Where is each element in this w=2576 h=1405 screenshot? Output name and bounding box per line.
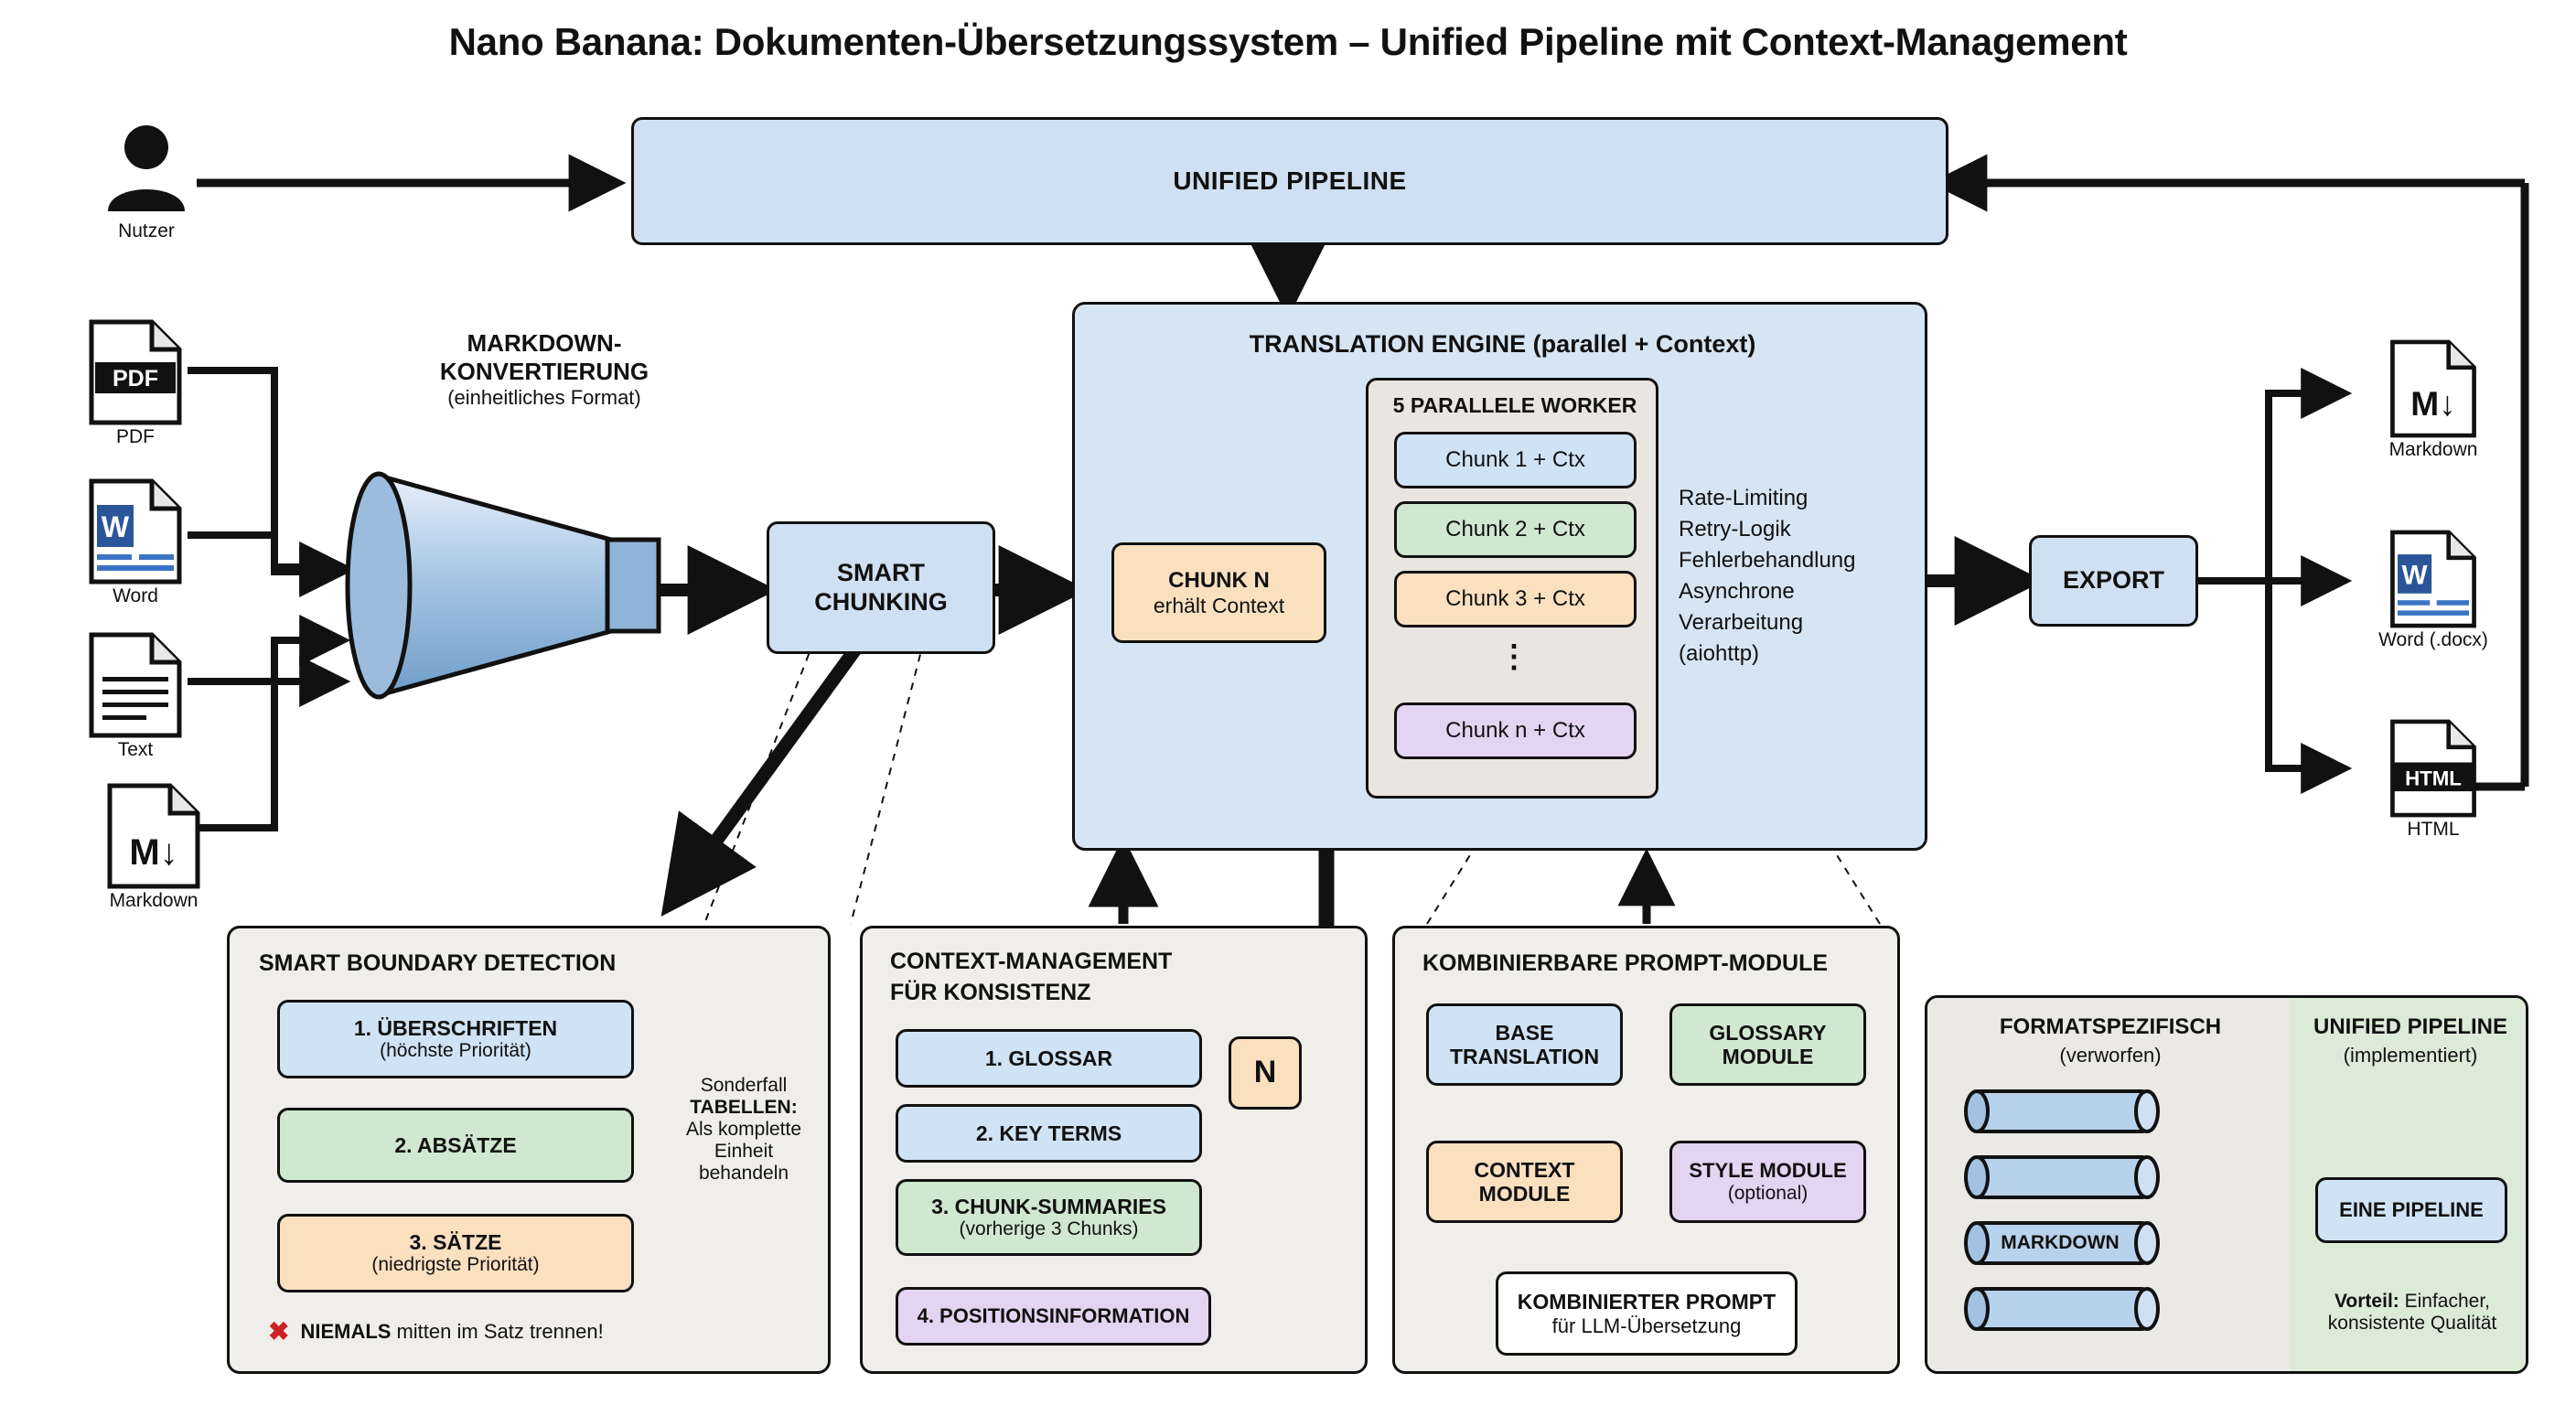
context-panel-title-line2: FÜR KONSISTENZ xyxy=(890,980,1091,1005)
module-line2: (optional) xyxy=(1727,1182,1809,1204)
prompt-modules-panel xyxy=(1392,926,1900,1374)
translation-engine-title: TRANSLATION ENGINE (parallel + Context) xyxy=(1249,330,1756,358)
input-file-label: PDF xyxy=(116,426,155,447)
boundary-item-absaetze[interactable] xyxy=(277,1108,634,1183)
boundary-item-ueberschriften[interactable] xyxy=(277,1000,634,1078)
funnel-title-line1: MARKDOWN- xyxy=(467,329,622,357)
worker-chunk-2[interactable] xyxy=(1394,501,1637,558)
input-file-label: Markdown xyxy=(109,890,199,911)
benefit-rest: Einfacher, xyxy=(2399,1291,2491,1312)
red-cross-icon: ✖ xyxy=(268,1317,290,1346)
module-line1: GLOSSARY xyxy=(1709,1020,1827,1045)
smart-chunking-line2: CHUNKING xyxy=(814,587,948,616)
pipe-label-markdown: MARKDOWN xyxy=(2001,1232,2120,1253)
worker-chunk-n[interactable] xyxy=(1394,702,1637,759)
user-actor xyxy=(82,123,210,242)
result-line1: KOMBINIERTER PROMPT xyxy=(1517,1290,1776,1314)
funnel-caption xyxy=(393,329,695,410)
smart-boundary-panel xyxy=(227,926,831,1374)
context-management-panel xyxy=(860,926,1368,1374)
comparison-benefit xyxy=(2302,1291,2522,1335)
context-n-badge[interactable] xyxy=(1229,1036,1302,1110)
input-file-label: Text xyxy=(117,739,154,760)
context-item-line2: (vorherige 3 Chunks) xyxy=(959,1218,1139,1240)
engine-features-list xyxy=(1679,483,1921,670)
chunk-n-box[interactable] xyxy=(1111,542,1326,643)
input-file-pdf xyxy=(71,318,199,448)
user-label: Nutzer xyxy=(118,220,175,241)
workers-title: 5 PARALLELE WORKER xyxy=(1392,393,1637,417)
comparison-right-sub: (implementiert) xyxy=(2343,1044,2478,1067)
chunk-n-line2: erhält Context xyxy=(1153,593,1285,617)
html-file-icon xyxy=(2386,718,2481,819)
pipe-3-markdown xyxy=(1960,1219,2160,1267)
svg-text:W: W xyxy=(101,510,130,543)
prompt-module-style[interactable] xyxy=(1669,1141,1866,1223)
warning-bold: NIEMALS xyxy=(300,1319,392,1343)
output-file-word xyxy=(2342,529,2525,651)
prompt-module-context[interactable] xyxy=(1426,1141,1623,1223)
context-item-positionsinformation[interactable] xyxy=(896,1287,1211,1346)
svg-text:PDF: PDF xyxy=(113,366,158,391)
comparison-right-title: UNIFIED PIPELINE xyxy=(2313,1014,2508,1039)
text-file-icon xyxy=(84,631,187,739)
context-item-line1: 2. KEY TERMS xyxy=(975,1121,1122,1145)
word-file-icon xyxy=(84,477,187,585)
feature-asynchrone: Asynchrone xyxy=(1679,579,1795,605)
boundary-item-line1: 1. ÜBERSCHRIFTEN xyxy=(353,1015,558,1040)
worker-chunk-1[interactable] xyxy=(1394,432,1637,488)
pipe-2 xyxy=(1960,1153,2160,1201)
module-line1: CONTEXT xyxy=(1474,1157,1575,1182)
feature-aiohttp: (aiohttp) xyxy=(1679,641,1760,667)
markdown-file-icon xyxy=(102,782,205,890)
warning-rest: mitten im Satz trennen! xyxy=(396,1319,604,1343)
input-file-label: Word xyxy=(113,585,158,606)
output-file-markdown xyxy=(2342,338,2525,461)
comparison-left-title: FORMATSPEZIFISCH xyxy=(1999,1014,2222,1039)
comparison-result-label: EINE PIPELINE xyxy=(2339,1198,2484,1222)
module-line2: MODULE xyxy=(1722,1045,1814,1068)
unified-pipeline-label: UNIFIED PIPELINE xyxy=(1173,166,1407,195)
prompt-module-base-translation[interactable] xyxy=(1426,1003,1623,1086)
worker-label: Chunk 1 + Ctx xyxy=(1445,447,1585,473)
workers-ellipsis: ⋮ xyxy=(1498,639,1531,674)
prompt-combined-result[interactable] xyxy=(1496,1271,1798,1356)
output-file-html xyxy=(2342,718,2525,841)
worker-label: Chunk 2 + Ctx xyxy=(1445,517,1585,542)
smart-chunking-box[interactable] xyxy=(767,521,995,654)
comparison-panel xyxy=(1925,995,2528,1374)
output-file-label: Markdown xyxy=(2388,439,2478,460)
input-file-text xyxy=(71,631,199,761)
pipe-1 xyxy=(1960,1088,2160,1135)
result-line2: für LLM-Übersetzung xyxy=(1551,1314,1742,1337)
svg-text:HTML: HTML xyxy=(2405,767,2462,790)
worker-label: Chunk 3 + Ctx xyxy=(1445,586,1585,612)
benefit-line2: konsistente Qualität xyxy=(2327,1313,2497,1334)
side-note-line: TABELLEN: xyxy=(690,1097,798,1118)
svg-text:M↓: M↓ xyxy=(2410,383,2456,423)
pdf-file-icon xyxy=(84,318,187,426)
funnel-shape xyxy=(337,448,666,723)
side-note-line: Einheit xyxy=(714,1141,774,1162)
boundary-warning xyxy=(268,1316,817,1346)
unified-pipeline-bar[interactable] xyxy=(631,117,1948,245)
feature-retry-logik: Retry-Logik xyxy=(1679,517,1791,542)
parallel-workers-group xyxy=(1366,378,1658,799)
word-file-icon xyxy=(2386,529,2481,629)
funnel-subtitle: (einheitliches Format) xyxy=(447,386,641,409)
markdown-file-icon xyxy=(2386,338,2481,439)
svg-text:M↓: M↓ xyxy=(129,832,178,873)
boundary-item-line1: 3. SÄTZE xyxy=(409,1229,502,1254)
side-note-line: behandeln xyxy=(698,1163,789,1184)
boundary-item-line2: (niedrigste Priorität) xyxy=(371,1254,540,1276)
boundary-item-saetze[interactable] xyxy=(277,1214,634,1292)
n-badge-label: N xyxy=(1253,1055,1277,1090)
comparison-result-box[interactable] xyxy=(2315,1177,2507,1243)
module-line2: MODULE xyxy=(1478,1182,1571,1206)
user-icon xyxy=(102,123,190,215)
worker-chunk-3[interactable] xyxy=(1394,571,1637,627)
feature-fehlerbehandlung: Fehlerbehandlung xyxy=(1679,548,1856,574)
output-file-label: Word (.docx) xyxy=(2378,629,2488,650)
input-file-markdown xyxy=(71,782,236,912)
boundary-item-line1: 2. ABSÄTZE xyxy=(394,1132,517,1157)
funnel-title-line2: KONVERTIERUNG xyxy=(439,358,649,385)
boundary-side-note xyxy=(661,1075,826,1185)
prompt-panel-title: KOMBINIERBARE PROMPT-MODULE xyxy=(1422,950,1829,976)
comparison-left-sub: (verworfen) xyxy=(2059,1044,2162,1067)
smart-chunking-line1: SMART xyxy=(837,559,925,587)
prompt-module-glossary[interactable] xyxy=(1669,1003,1866,1086)
svg-text:W: W xyxy=(2401,560,2428,591)
page-title: Nano Banana: Dokumenten-Übersetzungssystem – Unified Pipeline mit Context-Management xyxy=(448,20,2128,63)
module-line2: TRANSLATION xyxy=(1449,1045,1600,1068)
module-line1: BASE xyxy=(1495,1020,1554,1045)
feature-verarbeitung: Verarbeitung xyxy=(1679,610,1804,636)
pipe-4 xyxy=(1960,1285,2160,1333)
boundary-panel-title: SMART BOUNDARY DETECTION xyxy=(259,950,617,976)
context-item-line1: 3. CHUNK-SUMMARIES xyxy=(931,1194,1166,1218)
benefit-bold: Vorteil: xyxy=(2334,1291,2399,1312)
output-file-label: HTML xyxy=(2407,819,2460,840)
export-box[interactable] xyxy=(2029,535,2198,627)
context-panel-title-line1: CONTEXT-MANAGEMENT xyxy=(890,949,1173,974)
context-item-key-terms[interactable] xyxy=(896,1104,1202,1163)
context-item-chunk-summaries[interactable] xyxy=(896,1179,1202,1256)
chunk-n-line1: CHUNK N xyxy=(1168,567,1270,593)
boundary-item-line2: (höchste Priorität) xyxy=(380,1040,531,1062)
side-note-line: Als komplette xyxy=(685,1119,802,1140)
context-item-line1: 4. POSITIONSINFORMATION xyxy=(917,1304,1190,1328)
worker-label: Chunk n + Ctx xyxy=(1445,718,1585,744)
feature-rate-limiting: Rate-Limiting xyxy=(1679,486,1809,510)
input-file-word xyxy=(71,477,199,607)
translation-engine-panel xyxy=(1072,302,1927,851)
side-note-line: Sonderfall xyxy=(700,1075,788,1096)
context-item-glossar[interactable] xyxy=(896,1029,1202,1088)
export-label: EXPORT xyxy=(2062,566,2165,595)
module-line1: STYLE MODULE xyxy=(1689,1159,1847,1183)
context-item-line1: 1. GLOSSAR xyxy=(984,1046,1113,1070)
